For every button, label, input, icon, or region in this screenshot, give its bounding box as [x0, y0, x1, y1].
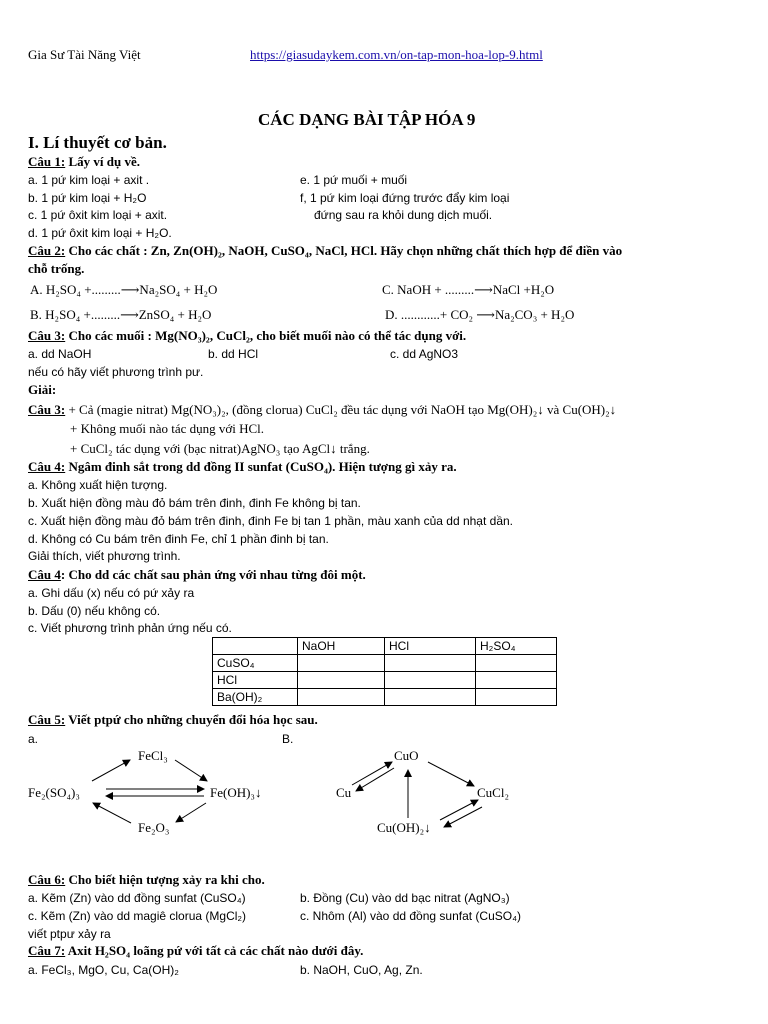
q2-equation-b: B. H₂SO₄ +.........⟶ZnSO₄ + H₂O	[30, 307, 212, 322]
q1-item: c. 1 pứ ôxit kim loại + axit.	[28, 208, 168, 222]
q2-equation-a: A. H₂SO₄ +.........⟶Na₂SO₄ + H₂O	[30, 282, 218, 297]
q1-item: d. 1 pứ ôxit kim loại + H₂O.	[28, 226, 172, 240]
q3-option: c. dd AgNO3	[390, 347, 459, 361]
table-header-cell: HCl	[385, 638, 476, 655]
diagram-a-node-right: Fe(OH)₃↓	[210, 785, 262, 800]
q7-option: b. NaOH, CuO, Ag, Zn.	[300, 963, 423, 977]
diagram-a-node-bottom: Fe₂O₃	[138, 820, 170, 835]
q2-equation-d: D. ............+ CO₂ ⟶Na₂CO₃ + H₂O	[385, 307, 575, 322]
q4b-item: c. Viết phương trình phản ứng nếu có.	[28, 621, 232, 635]
q3-note: nếu có hãy viết phương trình pư.	[28, 365, 204, 379]
arrow	[440, 800, 478, 820]
diagram-b-node-left: Cu	[336, 785, 352, 800]
q1-heading: Câu 1: Lấy ví dụ về.	[28, 154, 140, 169]
diagram-b-node-bottom: Cu(OH)₂↓	[377, 820, 431, 835]
page-title: CÁC DẠNG BÀI TẬP HÓA 9	[258, 110, 476, 129]
q1-item: b. 1 pứ kim loại + H₂O	[28, 191, 147, 205]
q6-heading: Câu 6: Cho biết hiện tượng xảy ra khi cho.	[28, 872, 265, 887]
arrow	[92, 760, 130, 781]
solution-heading: Giải:	[28, 382, 57, 397]
q2-heading: Câu 2: Cho các chất : Zn, Zn(OH)₂, NaOH, CuSO₄, NaCl, HCl. Hãy chọn những chất thích hợp để điền vào	[28, 243, 623, 258]
q1-item: đứng sau ra khỏi dung dịch muối.	[314, 208, 493, 222]
table-row-label: CuSO₄	[213, 655, 298, 672]
table-header-cell: H₂SO₄	[476, 638, 557, 655]
q4b-heading: Câu 4: Cho dd các chất sau phản ứng với nhau từng đôi một.	[28, 567, 366, 582]
answer3-line: + CuCl₂ tác dụng với (bạc nitrat)AgNO₃ tạo AgCl↓ trắng.	[70, 441, 370, 456]
table-header-cell: NaOH	[298, 638, 385, 655]
arrow	[428, 762, 474, 786]
q4-item: a. Không xuất hiện tượng.	[28, 478, 168, 492]
diagram-b-node-top: CuO	[394, 748, 419, 763]
q7-heading: Câu 7: Axit H₂SO₄ loãng pứ với tất cả các chất nào dưới đây.	[28, 943, 364, 958]
q4-item: c. Xuất hiện đồng màu đỏ bám trên đinh, đinh Fe bị tan 1 phần, màu xanh của dd nhạt dần.	[28, 514, 514, 528]
q2-equation-c: C. NaOH + .........⟶NaCl +H₂O	[382, 282, 555, 297]
answer3-line: + Không muối nào tác dụng với HCl.	[70, 421, 265, 436]
q6-item: c. Nhôm (Al) vào dd đồng sunfat (CuSO₄)	[300, 909, 521, 923]
table-row-label: HCl	[213, 672, 298, 689]
q4b-item: b. Dấu (0) nếu không có.	[28, 604, 161, 618]
arrow	[93, 803, 131, 823]
diagram-a-node-top: FeCl₃	[138, 748, 168, 763]
arrow	[175, 760, 207, 781]
diagram-b-node-right: CuCl₂	[477, 785, 509, 800]
q1-item: f, 1 pứ kim loại đứng trước đẩy kim loại	[300, 191, 510, 205]
diagram-a-node-left: Fe₂(SO₄)₃	[28, 785, 80, 800]
q4-item: d. Không có Cu bám trên đinh Fe, chỉ 1 phần đinh bị tan.	[28, 532, 329, 546]
q5-heading: Câu 5: Viết ptpứ cho những chuyển đổi hóa học sau.	[28, 712, 318, 727]
q6-item: c. Kẽm (Zn) vào dd magiê clorua (MgCl₂)	[28, 909, 247, 923]
q1-item: a. 1 pứ kim loại + axit .	[28, 173, 150, 187]
q4-item: b. Xuất hiện đồng màu đỏ bám trên đinh, đinh Fe không bị tan.	[28, 496, 361, 510]
arrow	[176, 803, 206, 822]
q5-part-a: a.	[28, 732, 39, 746]
q3-option: a. dd NaOH	[28, 347, 92, 361]
q6-item: a. Kẽm (Zn) vào dd đồng sunfat (CuSO₄)	[28, 891, 246, 905]
table-row-label: Ba(OH)₂	[213, 689, 298, 706]
q6-note: viết ptpư xảy ra	[28, 927, 111, 941]
section-heading: I. Lí thuyết cơ bản.	[28, 133, 167, 152]
q4-heading: Câu 4: Ngâm đinh sắt trong dd đồng II sunfat (CuSO₄). Hiện tượng gì xảy ra.	[28, 459, 457, 474]
q1-item: e. 1 pứ muối + muối	[300, 173, 408, 187]
q2-heading-cont: chỗ trống.	[28, 261, 85, 276]
q3-option: b. dd HCl	[208, 347, 259, 361]
arrow	[444, 807, 482, 827]
q4-item: Giải thích, viết phương trình.	[28, 549, 181, 563]
q7-option: a. FeCl₃, MgO, Cu, Ca(OH)₂	[28, 963, 179, 977]
q6-item: b. Đồng (Cu) vào dd bạc nitrat (AgNO₃)	[300, 891, 510, 905]
q3-heading: Câu 3: Cho các muối : Mg(NO₃)₂, CuCl₂, cho biết muối nào có thể tác dụng với.	[28, 328, 467, 343]
header-url-link[interactable]: https://giasudaykem.com.vn/on-tap-mon-hoa-lop-9.html	[250, 47, 543, 62]
header-left: Gia Sư Tài Năng Việt	[28, 47, 141, 62]
q5-part-b: B.	[282, 732, 294, 746]
q4b-item: a. Ghi dấu (x) nếu có pứ xảy ra	[28, 586, 195, 600]
answer3-line: Câu 3: + Cả (magie nitrat) Mg(NO₃)₂, (đồng clorua) CuCl₂ đều tác dụng với NaOH tạo Mg(OH)₂↓ và Cu(OH)₂↓	[28, 402, 617, 417]
